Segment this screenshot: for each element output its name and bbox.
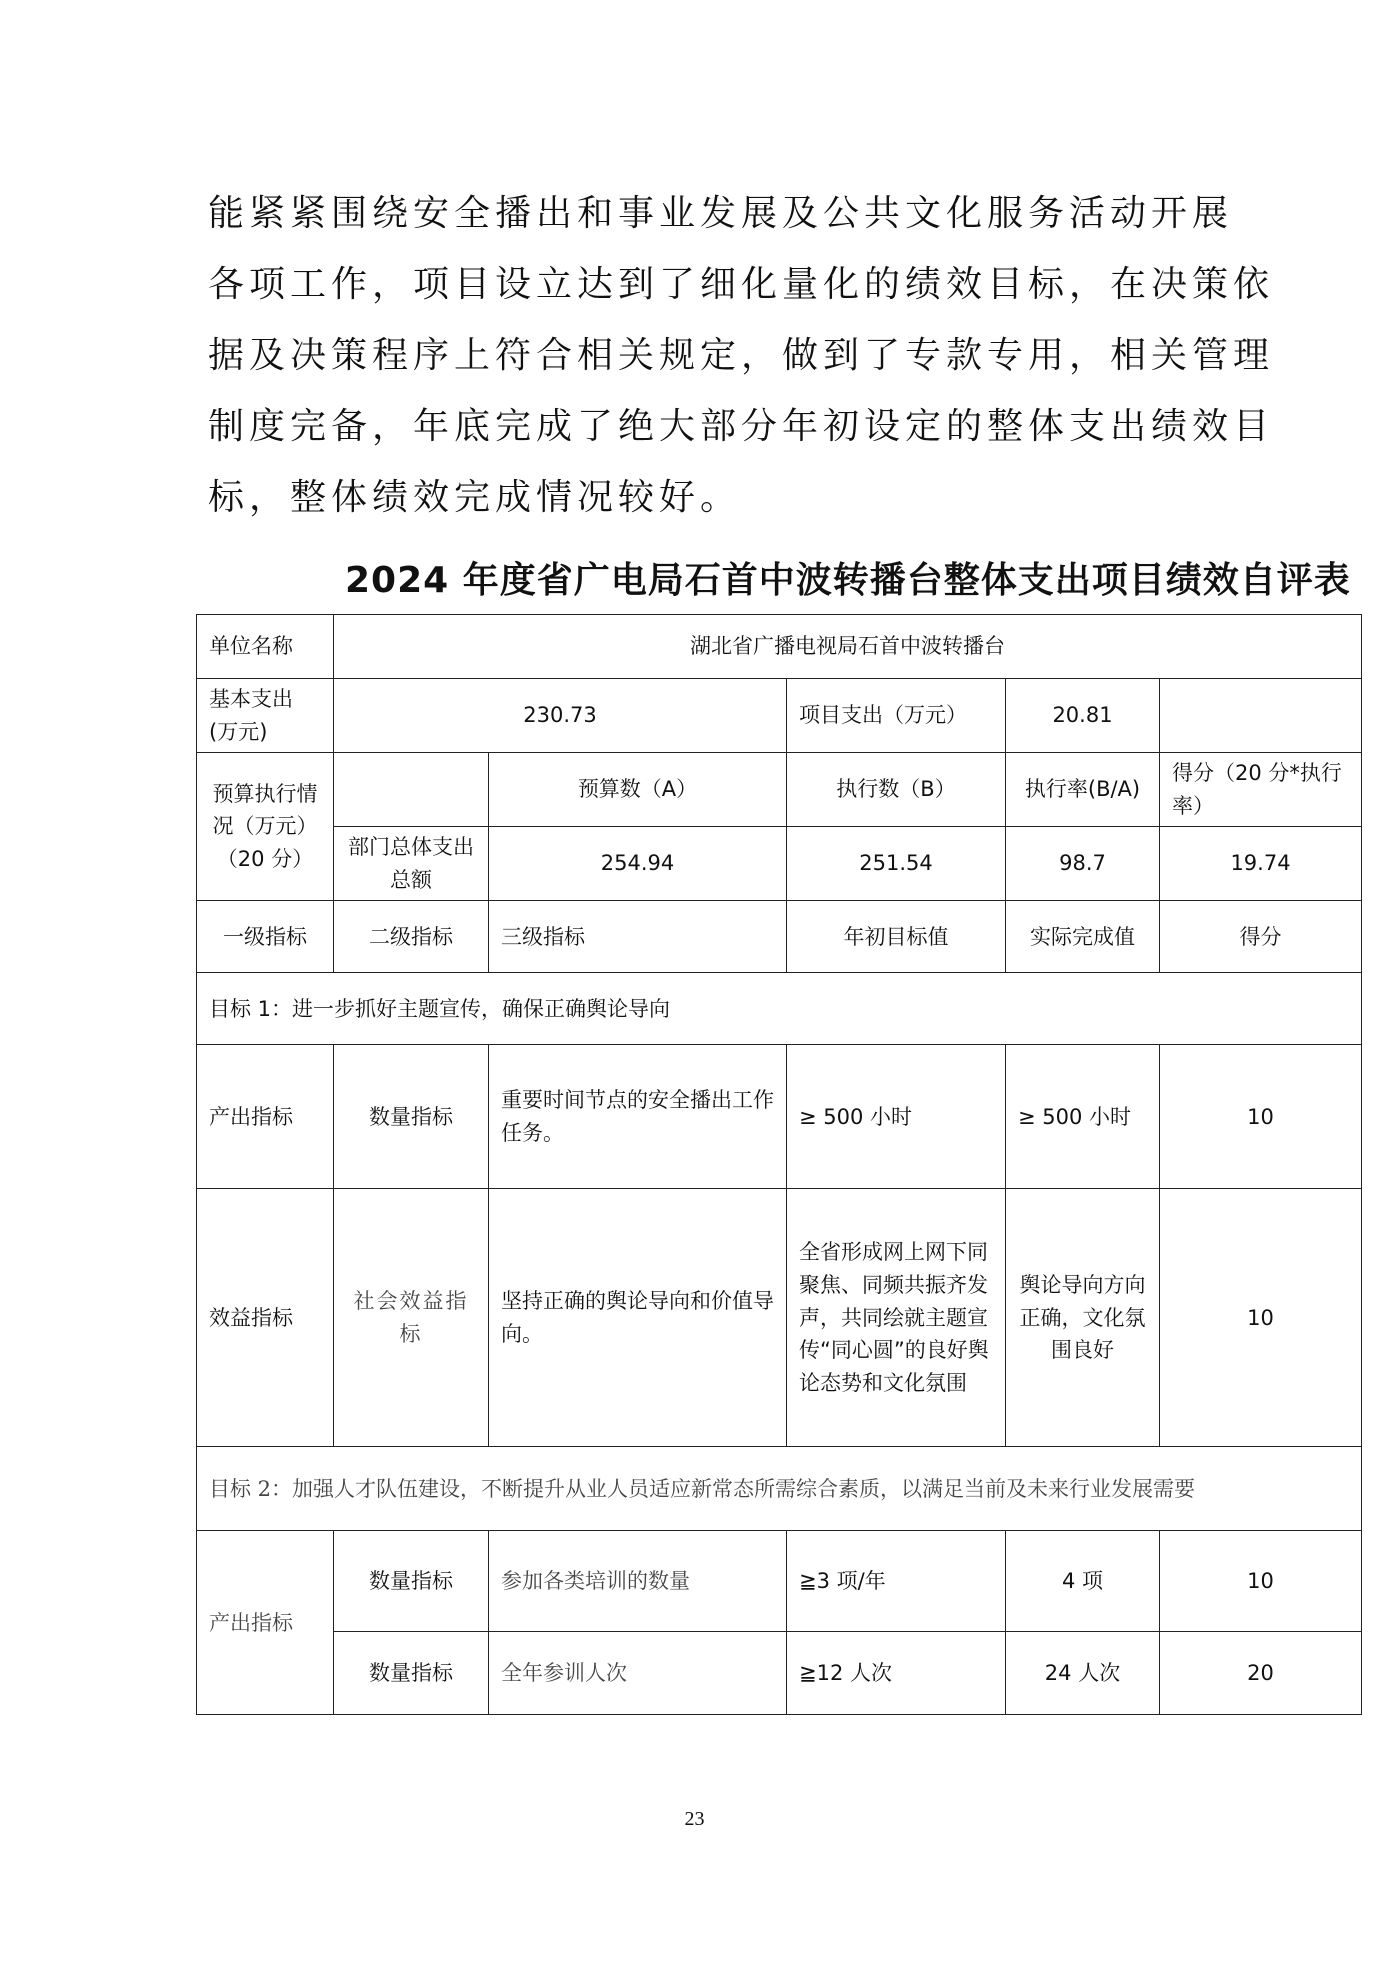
header-level2: 二级指标	[334, 901, 489, 973]
budget-planned-value: 254.94	[489, 827, 787, 901]
budget-score-value: 19.74	[1160, 827, 1362, 901]
table-row	[197, 753, 1362, 827]
level1-cell: 产出指标	[197, 1045, 334, 1189]
score-cell: 20	[1160, 1632, 1362, 1715]
unit-name-value: 湖北省广播电视局石首中波转播台	[334, 615, 1362, 679]
level3-cell: 参加各类培训的数量	[489, 1531, 787, 1632]
intro-line: 标，整体绩效完成情况较好。	[208, 477, 742, 518]
actual-cell: 24 人次	[1006, 1632, 1160, 1715]
level2-cell: 数量指标	[334, 1632, 489, 1715]
level2-cell: 数量指标	[334, 1531, 489, 1632]
table-row	[197, 1045, 1362, 1189]
table-row	[197, 827, 1362, 901]
table-row	[197, 679, 1362, 753]
project-expense-label: 项目支出（万元）	[787, 679, 1006, 753]
header-actual: 实际完成值	[1006, 901, 1160, 973]
department-total-label: 部门总体支出总额	[334, 827, 489, 901]
score-cell: 10	[1160, 1189, 1362, 1447]
intro-line: 能紧紧围绕安全播出和事业发展及公共文化服务活动开展	[208, 193, 1234, 234]
basic-expense-label: 基本支出(万元)	[197, 679, 334, 753]
table-row	[197, 1632, 1362, 1715]
target-cell: ≧12 人次	[787, 1632, 1006, 1715]
level3-cell: 重要时间节点的安全播出工作任务。	[489, 1045, 787, 1189]
intro-paragraph	[208, 178, 1275, 533]
empty-cell	[334, 753, 489, 827]
intro-line: 制度完备，年底完成了绝大部分年初设定的整体支出绩效目	[208, 406, 1275, 447]
header-level3: 三级指标	[489, 901, 787, 973]
table-row	[197, 1531, 1362, 1632]
budget-score-header: 得分（20 分*执行率）	[1160, 753, 1362, 827]
header-level1: 一级指标	[197, 901, 334, 973]
level2-cell: 社会效益指标	[334, 1189, 489, 1447]
basic-expense-value: 230.73	[334, 679, 787, 753]
budget-rate-header: 执行率(B/A)	[1006, 753, 1160, 827]
project-expense-value: 20.81	[1006, 679, 1160, 753]
table-row	[197, 1447, 1362, 1531]
actual-cell: 舆论导向方向正确，文化氛围良好	[1006, 1189, 1160, 1447]
budget-planned-header: 预算数（A）	[489, 753, 787, 827]
table-title: 2024 年度省广电局石首中波转播台整体支出项目绩效自评表	[345, 560, 1351, 601]
goal2-title: 目标 2：加强人才队伍建设，不断提升从业人员适应新常态所需综合素质，以满足当前及未来行业发展需要	[197, 1447, 1362, 1531]
target-cell: 全省形成网上网下同聚焦、同频共振齐发声，共同绘就主题宣传“同心圆”的良好舆论态势和文化氛围	[787, 1189, 1006, 1447]
budget-execution-label: 预算执行情况（万元）（20 分）	[197, 753, 334, 901]
level2-cell: 数量指标	[334, 1045, 489, 1189]
level3-cell: 坚持正确的舆论导向和价值导向。	[489, 1189, 787, 1447]
table-row	[197, 973, 1362, 1045]
level1-cell: 效益指标	[197, 1189, 334, 1447]
empty-cell	[1160, 679, 1362, 753]
target-cell: ≧3 项/年	[787, 1531, 1006, 1632]
goal1-title: 目标 1：进一步抓好主题宣传，确保正确舆论导向	[197, 973, 1362, 1045]
table-row	[197, 1189, 1362, 1447]
page-number: 23	[684, 1808, 705, 1830]
score-cell: 10	[1160, 1531, 1362, 1632]
performance-table	[196, 614, 1362, 1715]
header-score: 得分	[1160, 901, 1362, 973]
unit-name-label: 单位名称	[197, 615, 334, 679]
table-row	[197, 615, 1362, 679]
actual-cell: 4 项	[1006, 1531, 1160, 1632]
actual-cell: ≥ 500 小时	[1006, 1045, 1160, 1189]
target-cell: ≥ 500 小时	[787, 1045, 1006, 1189]
header-target: 年初目标值	[787, 901, 1006, 973]
level3-cell: 全年参训人次	[489, 1632, 787, 1715]
table-row	[197, 901, 1362, 973]
budget-executed-value: 251.54	[787, 827, 1006, 901]
budget-rate-value: 98.7	[1006, 827, 1160, 901]
level1-cell: 产出指标	[197, 1531, 334, 1715]
score-cell: 10	[1160, 1045, 1362, 1189]
intro-line: 各项工作，项目设立达到了细化量化的绩效目标，在决策依	[208, 264, 1275, 305]
intro-line: 据及决策程序上符合相关规定，做到了专款专用，相关管理	[208, 335, 1275, 376]
budget-executed-header: 执行数（B）	[787, 753, 1006, 827]
